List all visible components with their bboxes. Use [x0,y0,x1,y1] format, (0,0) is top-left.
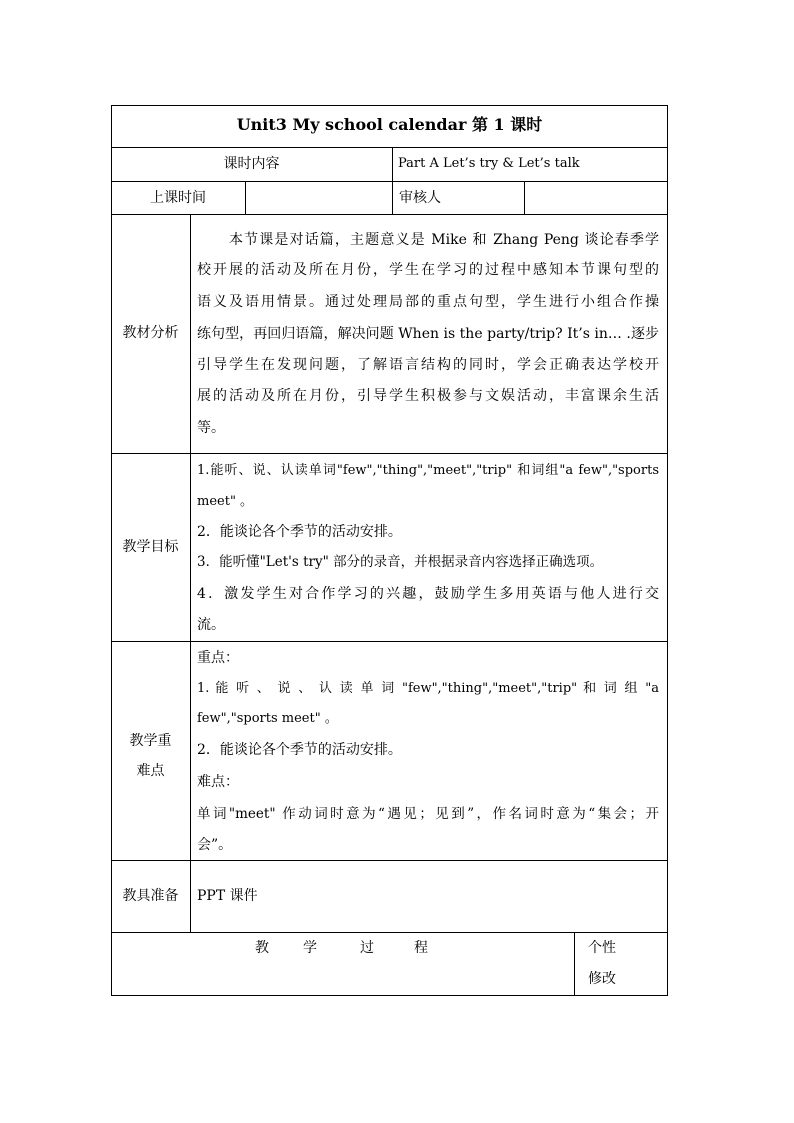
row-divider [111,147,668,148]
key-points-label [111,726,190,786]
objective-line: 4．激发学生对合作学习的兴趣，鼓励学生多用英语与他人进行交 [197,586,659,602]
objective-line: 流。 [197,617,225,633]
col-divider [245,181,246,214]
col-divider [392,147,393,214]
key-point-line: 难点： [197,774,239,790]
analysis-line: 校开展的活动及所在月份，学生在学习的过程中感知本节课句型的 [197,262,659,278]
personal-revision-label-1: 个性 [588,940,616,956]
key-point-line: 会”。 [197,837,233,853]
objective-line: 2．能谈论各个季节的活动安排。 [197,524,402,540]
objective-line: 3．能听懂"Let's try" 部分的录音，并根据录音内容选择正确选项。 [197,554,604,570]
row-divider [111,641,668,642]
analysis-line: 本节课是对话篇，主题意义是 Mike 和 Zhang Peng 谈论春季学 [229,232,659,248]
reviewer-label: 审核人 [399,190,441,206]
row-divider [111,860,668,861]
lesson-content-value: Part A Let’s try & Let’s talk [398,156,580,171]
objective-line: meet" 。 [197,494,254,509]
process-char: 学 [303,940,317,956]
class-time-label: 上课时间 [150,190,206,206]
row-divider [111,453,668,454]
analysis-line: 练句型，再回归语篇，解决问题 When is the party/trip? It’s in… .逐步 [197,326,659,342]
row-divider [111,181,668,182]
objective-line: 1.能听、说、认读单词"few","thing","meet","trip" 和词组"a few","sports [197,463,659,478]
process-char: 教 [255,940,269,956]
key-point-line: 重点： [197,650,239,666]
page-title: Unit3 My school calendar 第 1 课时 [236,115,543,134]
row-divider [111,214,668,215]
tools-value: PPT 课件 [197,888,258,904]
analysis-label: 教材分析 [122,325,179,341]
col-divider [574,932,575,996]
process-char: 过 [360,940,374,956]
key-point-line: 单词"meet" 作动词时意为“遇见；见到”，作名词时意为“集会；开 [197,806,659,822]
analysis-line: 引导学生在发现问题，了解语言结构的同时，学会正确表达学校开 [197,357,659,373]
row-divider [111,932,668,933]
key-points-label-line2: 难点 [136,763,165,779]
analysis-line: 等。 [197,420,225,436]
process-char: 程 [414,940,428,956]
key-point-line: 1. 能 听 、 说 、 认 读 单 词 "few","thing","meet","trip" 和 词 组 "a [197,681,659,696]
key-points-label-line1: 教学重 [129,733,172,749]
tools-label: 教具准备 [122,888,179,904]
analysis-line: 语义及语用情景。通过处理局部的重点句型，学生进行小组合作操 [197,294,659,310]
key-point-line: few","sports meet" 。 [197,711,338,726]
key-point-line: 2．能谈论各个季节的活动安排。 [197,742,402,758]
objectives-label: 教学目标 [122,539,179,555]
analysis-line: 展的活动及所在月份，引导学生积极参与文娱活动，丰富课余生活 [197,388,659,404]
personal-revision-label-2: 修改 [588,971,616,987]
lesson-content-label: 课时内容 [223,156,280,172]
col-divider [190,214,191,932]
col-divider [524,181,525,214]
